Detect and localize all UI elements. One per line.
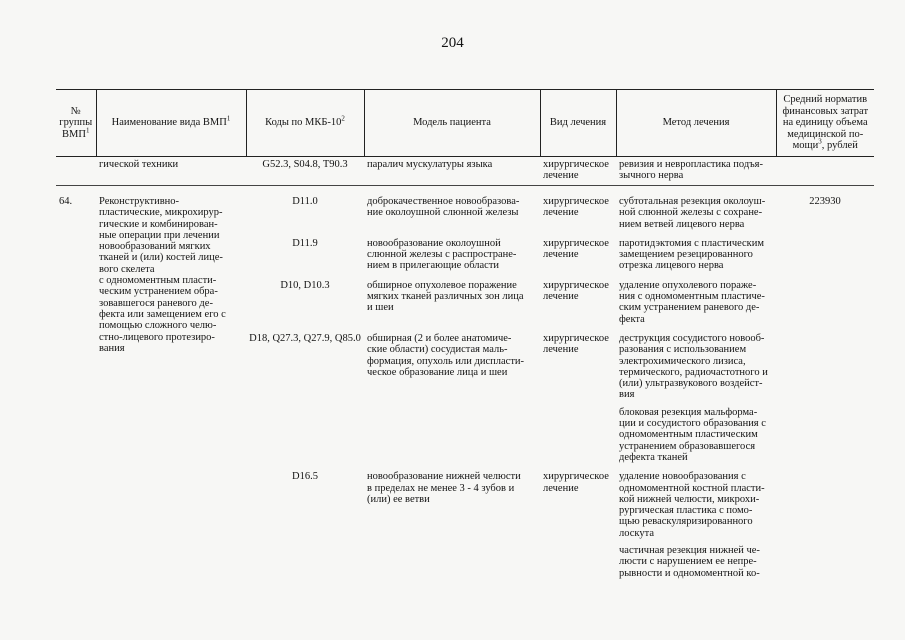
icd-codes: D16.5	[292, 471, 318, 483]
vmp-table	[56, 89, 874, 585]
icd-codes: D10, D10.3	[280, 279, 330, 291]
cont-treatment-kind: хирургическое лечение	[540, 157, 616, 186]
cont-treatment-method: ревизия и невропластика подъя- зычного нерва	[616, 157, 776, 186]
header-treatment-kind: Вид лечения	[540, 90, 616, 157]
treatment-kind: хирургическое лечение	[543, 471, 609, 494]
icd-codes: D11.9	[292, 237, 318, 249]
header-group-number: № группы ВМП$^1$	[56, 90, 96, 157]
group-number: 64.	[59, 196, 73, 207]
header-icd-codes: Коды по МКБ-$10^2$	[246, 90, 364, 157]
patient-model: обширная (2 и более анатомиче- ские области) сосудистая маль- формация, опухоль или диспласти- ческое образование лица и шеи	[367, 332, 525, 378]
treatment-method: субтотальная резекция околоуш- ной слюнной железы с сохране- нием ветвей лицевого нерва	[619, 196, 766, 230]
table-row	[56, 194, 874, 236]
icd-codes: D11.0	[292, 196, 318, 207]
treatment-kind: хирургическое лечение	[543, 237, 609, 261]
cont-patient-model: паралич мускулатуры языка	[364, 157, 540, 186]
continuation-row	[56, 157, 874, 186]
vmp-document	[56, 89, 874, 585]
treatment-method: удаление новообразования с одномоментной костной пласти- кой нижней челюсти, микрохи- рургическая пластика с помо- щью реваскуляризированного лоскута частичная резекция нижней че- люсти с нарушением ее непре- рывности и одномоментной ко-	[619, 471, 765, 579]
average-cost: 223930	[809, 196, 841, 207]
treatment-method: деструкция сосудистого новооб- разования с использованием электрохимического лизиса, термического, радиочастотного и (или) ультразвукового воздейст- вия блоковая резекция мальформа- ции и сосудистого образования с одномоментным пластическим устранением образовавшегося дефекта тканей	[619, 332, 768, 463]
patient-model: обширное опухолевое поражение мягких тканей различных зон лица и шеи	[367, 279, 524, 314]
treatment-kind: хирургическое лечение	[543, 332, 609, 356]
cont-vmp-name: гической техники	[96, 157, 246, 186]
icd-codes: D18, Q27.3, Q27.9, Q85.0	[249, 332, 361, 344]
header-vmp-name: Наименование вида ВМП$^1$	[96, 90, 246, 157]
table-header-row	[56, 90, 874, 157]
cont-icd-codes: G52.3, S04.8, T90.3	[246, 157, 364, 186]
group-vmp-name: Реконструктивно- пластические, микрохирур- гические и комбинирован- ные операции при лечении новообразований мягких тканей и (или) костей лице- вого скелета с одномоментным пласти- ческим устранением обра- зовавшегося раневого де- фекта или замещением его с помощью сложного челю- стно-лицевого протезиро- вания	[99, 196, 226, 354]
header-patient-model: Модель пациента	[364, 90, 540, 157]
treatment-kind: хирургическое лечение	[543, 279, 609, 303]
page-number: 204	[441, 35, 464, 51]
treatment-kind: хирургическое лечение	[543, 196, 609, 219]
patient-model: новообразование околоушной слюнной железы с распростране- нием в прилегающие области	[367, 237, 517, 272]
treatment-method: паротидэктомия с пластическим замещением резецированного отрезка лицевого нерва	[619, 237, 765, 272]
patient-model: новообразование нижней челюсти в пределах не менее 3 - 4 зубов и (или) ее ветви	[367, 471, 521, 505]
header-treatment-method: Метод лечения	[616, 90, 776, 157]
header-average-cost: Средний норматив финансовых затрат на единицу объема медицинской по- мощи$^3$, рублей	[776, 90, 874, 157]
patient-model: доброкачественное новообразова- ние околоушной слюнной железы	[367, 196, 520, 219]
treatment-method: удаление опухолевого пораже- ния с одномоментным пластиче- ским устранением раневого де- фекта	[619, 279, 765, 325]
